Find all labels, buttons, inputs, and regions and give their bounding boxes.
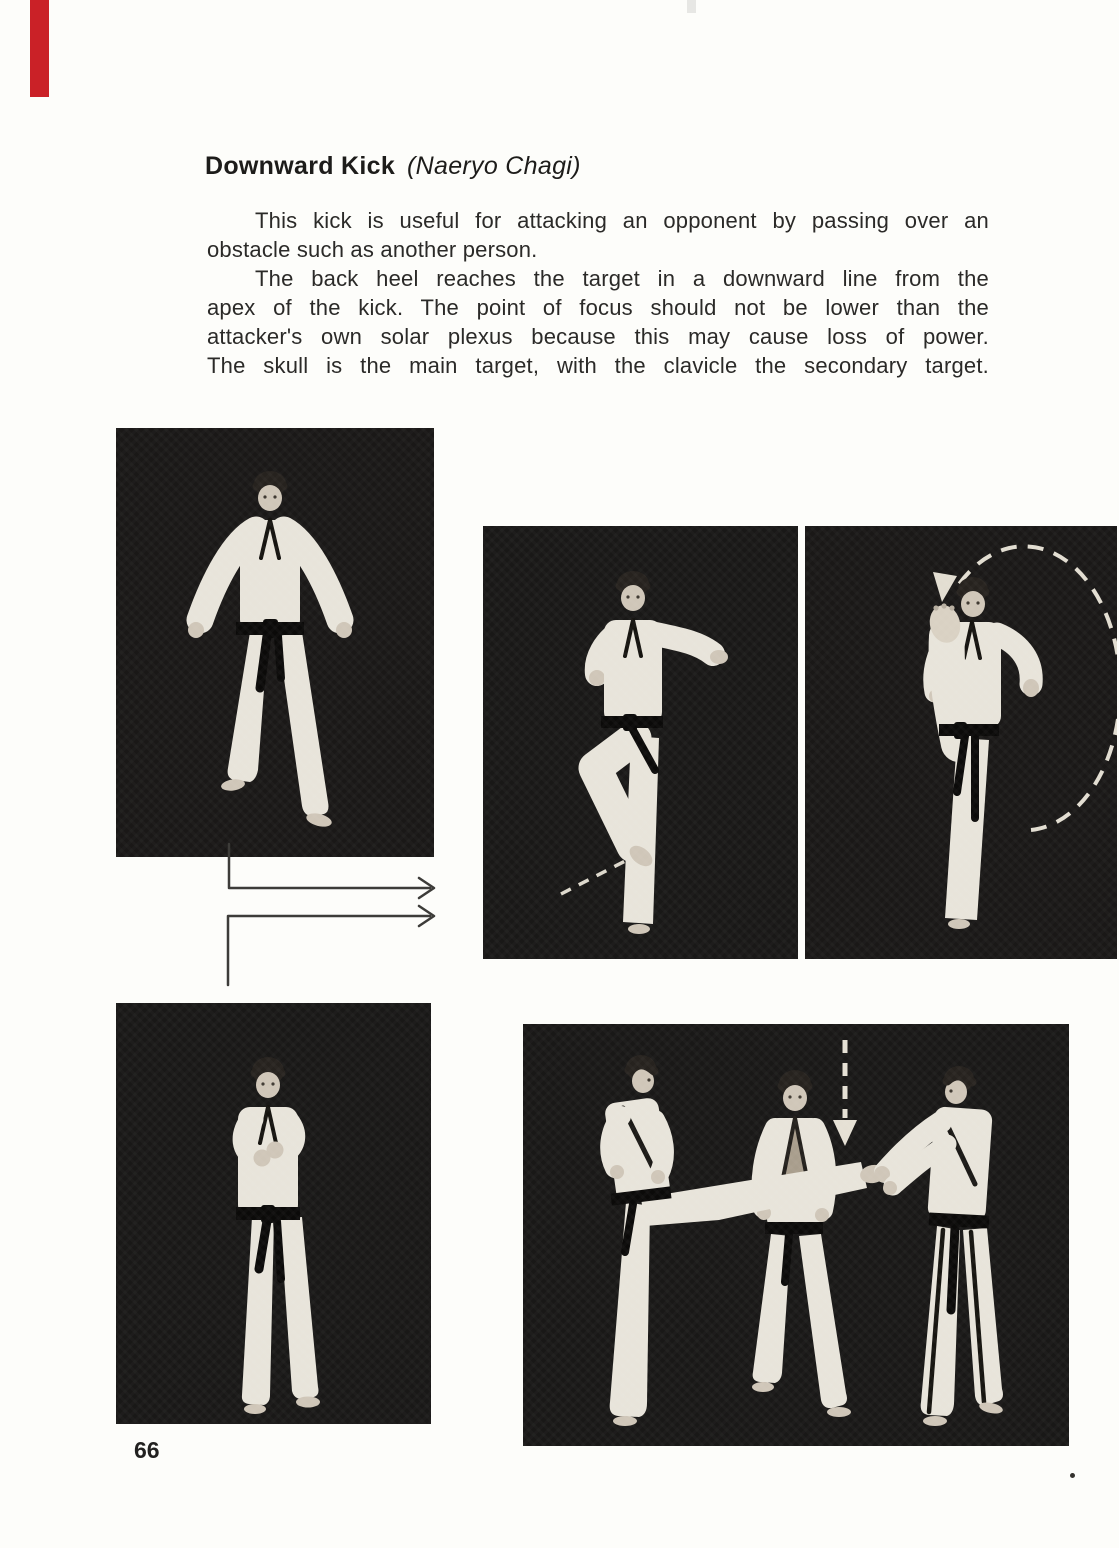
photo-guard-stance (116, 1003, 431, 1424)
paragraph-line: attacker's own solar plexus because this may cause loss of power. (207, 324, 989, 349)
red-margin-mark (30, 0, 49, 97)
guard-stance-figure (116, 1003, 431, 1424)
photo-kick-apex (805, 526, 1117, 959)
heading-title: Downward Kick (205, 152, 396, 180)
flow-arrow-bottom-head (419, 906, 434, 926)
application-figures (523, 1024, 1069, 1446)
paragraph-line: obstacle such as another person. (207, 237, 538, 262)
paragraph-line: The back heel reaches the target in a downward line from the (255, 266, 989, 291)
photo-ready-stance (116, 428, 434, 857)
kick-apex-figure (805, 526, 1117, 959)
paragraph-line: The skull is the main target, with the clavicle the secondary target. (207, 353, 989, 378)
body-text (207, 206, 989, 380)
heading-romanization: (Naeryo Chagi) (407, 152, 581, 180)
section-heading (205, 152, 581, 181)
ready-stance-figure (116, 428, 434, 857)
photo-application (523, 1024, 1069, 1446)
photo-knee-raise (483, 526, 798, 959)
flow-arrow-top-head (419, 878, 434, 898)
scan-smudge (687, 0, 696, 13)
knee-raise-figure (483, 526, 798, 959)
paragraph-line: This kick is useful for attacking an opponent by passing over an (255, 208, 989, 233)
flow-arrow-bottom (228, 916, 430, 985)
stray-dot (1070, 1473, 1075, 1478)
page-number: 66 (134, 1437, 160, 1463)
paragraph-line: apex of the kick. The point of focus should not be lower than the (207, 295, 989, 320)
